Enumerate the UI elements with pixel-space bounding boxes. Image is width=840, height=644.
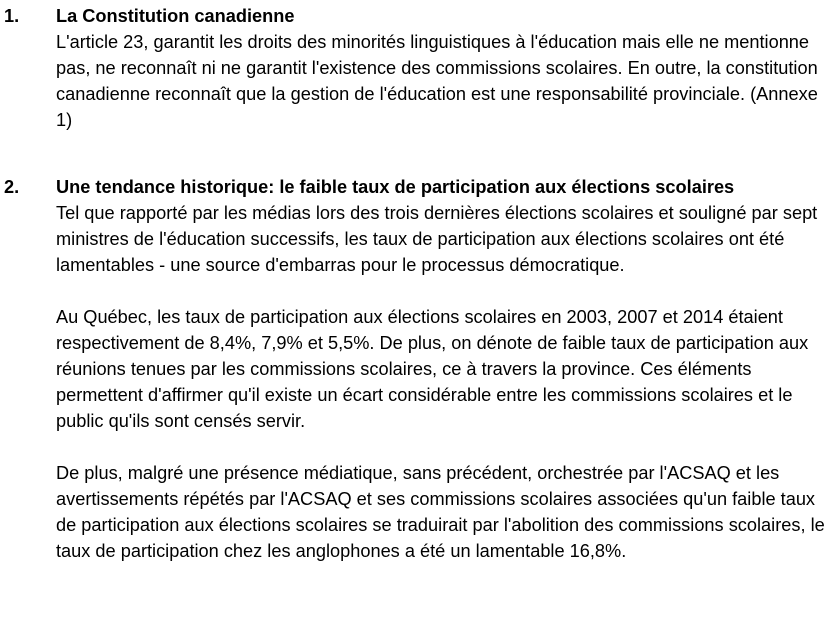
section-number: 1.	[4, 6, 20, 26]
section-paragraph: L'article 23, garantit les droits des minorités linguistiques à l'éducation mais elle ne mentionne pas, ne reconnaît ni ne garantit l'existence des commissions scolaires. En outre, la constitution canadienne reconnaît que la gestion de l'éducation est une responsabilité provinciale. (Annexe 1)	[56, 32, 818, 130]
section-paragraph: Au Québec, les taux de participation aux élections scolaires en 2003, 2007 et 2014 étaient respectivement de 8,4%, 7,9% et 5,5%. De plus, on dénote de faible taux de participation aux réunions tenues par les commissions scolaires, ce à travers la province. Ces éléments permettent d'affirmer qu'il existe un écart considérable entre les commissions scolaires et le public qu'ils sont censés servir.	[56, 307, 809, 431]
section-content	[56, 3, 826, 133]
section-heading: Une tendance historique: le faible taux de participation aux élections scolaires	[56, 177, 735, 197]
section-paragraph: Tel que rapporté par les médias lors des trois dernières élections scolaires et souligné par sept ministres de l'éducation successifs, les taux de participation aux élections scolaires ont été lamentables - une source d'embarras pour le processus démocratique.	[56, 203, 818, 275]
section-paragraph: De plus, malgré une présence médiatique, sans précédent, orchestrée par l'ACSAQ et les avertissements répétés par l'ACSAQ et ses commissions scolaires associées qu'un faible taux de participation aux élections scolaires se traduirait par l'abolition des commissions scolaires, le taux de participation chez les anglophones a été un lamentable 16,8%.	[56, 463, 825, 561]
section-number: 2.	[4, 177, 20, 197]
section-content	[56, 174, 826, 564]
section-heading: La Constitution canadienne	[56, 6, 295, 26]
